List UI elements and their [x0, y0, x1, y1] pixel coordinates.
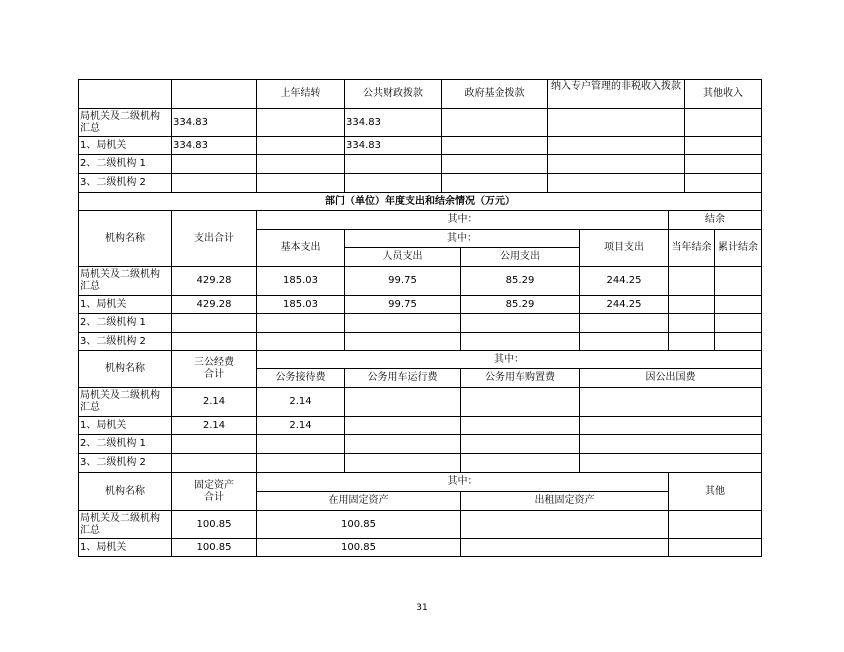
- income-row-1-govfund: [441, 108, 547, 136]
- assets-row-2-rented: [460, 538, 668, 556]
- three-public-row-1-total: 2.14: [171, 387, 256, 416]
- expense-header-org: 机构名称: [78, 210, 171, 266]
- income-row-3-name: 2、二级机构 1: [78, 154, 171, 173]
- assets-header-org: 机构名称: [78, 472, 171, 510]
- three-public-row-2-abroad: [579, 416, 761, 434]
- three-public-row-1-reception: 2.14: [256, 387, 344, 416]
- income-row-1-other: [684, 108, 761, 136]
- assets-row-2-other: [668, 538, 761, 556]
- three-public-row-1-vehicle-buy: [460, 387, 579, 416]
- three-public-row-4-abroad: [579, 453, 761, 472]
- expense-row-2-name: 1、局机关: [78, 295, 171, 313]
- expense-row-2-total: 429.28: [171, 295, 256, 313]
- table-bottom-border: [78, 556, 762, 557]
- expense-row-4-project: [579, 332, 668, 350]
- income-row-3-carryover: [256, 154, 344, 173]
- expense-row-3-basic: [256, 313, 344, 332]
- income-header-blank-1: [78, 79, 171, 108]
- expense-row-4-total: [171, 332, 256, 350]
- expense-row-4-year-surplus: [668, 332, 714, 350]
- expense-row-3-year-surplus: [668, 313, 714, 332]
- three-public-row-4-vehicle-buy: [460, 453, 579, 472]
- income-header-gov-fund: 政府基金拨款: [441, 79, 547, 108]
- three-public-row-2-reception: 2.14: [256, 416, 344, 434]
- expense-row-1-project: 244.25: [579, 266, 668, 295]
- assets-row-2-total: 100.85: [171, 538, 256, 556]
- income-row-4-name: 3、二级机构 2: [78, 173, 171, 192]
- income-row-4-other: [684, 173, 761, 192]
- income-row-4-total: [171, 173, 256, 192]
- income-row-4-public: [344, 173, 441, 192]
- income-row-2-name: 1、局机关: [78, 136, 171, 154]
- expense-row-4-name: 3、二级机构 2: [78, 332, 171, 350]
- income-header-carryover: 上年结转: [256, 79, 344, 108]
- expense-row-4-cum-surplus: [714, 332, 761, 350]
- income-row-2-govfund: [441, 136, 547, 154]
- assets-header-other: 其他: [668, 472, 761, 510]
- three-public-row-3-abroad: [579, 434, 761, 453]
- three-public-header-vehicle-run: 公务用车运行费: [344, 368, 460, 387]
- expense-row-1-public-use: 85.29: [460, 266, 579, 295]
- expense-row-2-year-surplus: [668, 295, 714, 313]
- assets-row-2-in-use: 100.85: [256, 538, 460, 556]
- assets-header-in-use: 在用固定资产: [256, 491, 460, 510]
- income-row-1-nontax: [547, 108, 684, 136]
- assets-header-total: 固定资产合计: [171, 472, 256, 510]
- three-public-row-3-name: 2、二级机构 1: [78, 434, 171, 453]
- income-row-1-name: 局机关及二级机构汇总: [78, 108, 171, 136]
- expense-header-cum-surplus: 累计结余: [714, 229, 761, 266]
- page-number: 31: [416, 603, 428, 613]
- expense-row-4-personnel: [344, 332, 460, 350]
- expense-row-1-name: 局机关及二级机构汇总: [78, 266, 171, 295]
- three-public-header-org: 机构名称: [78, 350, 171, 387]
- expense-row-3-name: 2、二级机构 1: [78, 313, 171, 332]
- income-row-2-other: [684, 136, 761, 154]
- expense-row-3-cum-surplus: [714, 313, 761, 332]
- income-row-2-carryover: [256, 136, 344, 154]
- income-header-other: 其他收入: [684, 79, 761, 108]
- three-public-row-1-abroad: [579, 387, 761, 416]
- three-public-row-2-vehicle-run: [344, 416, 460, 434]
- income-row-3-public: [344, 154, 441, 173]
- income-row-2-nontax: [547, 136, 684, 154]
- three-public-row-1-vehicle-run: [344, 387, 460, 416]
- income-row-4-carryover: [256, 173, 344, 192]
- three-public-row-2-vehicle-buy: [460, 416, 579, 434]
- income-row-1-public: 334.83: [344, 108, 441, 136]
- income-row-1-carryover: [256, 108, 344, 136]
- income-row-3-nontax: [547, 154, 684, 173]
- three-public-header-total: 三公经费合计: [171, 350, 256, 387]
- assets-row-2-name: 1、局机关: [78, 538, 171, 556]
- expense-header-basic: 基本支出: [256, 229, 344, 266]
- expense-header-personnel: 人员支出: [344, 247, 460, 266]
- expense-header-of-which-2: 其中：: [344, 229, 579, 247]
- three-public-row-4-reception: [256, 453, 344, 472]
- income-row-2-total: 334.83: [171, 136, 256, 154]
- expense-header-year-surplus: 当年结余: [668, 229, 714, 266]
- expense-header-of-which: 其中：: [256, 210, 668, 229]
- table-right-border: [761, 79, 762, 557]
- three-public-row-2-total: 2.14: [171, 416, 256, 434]
- income-row-2-public: 334.83: [344, 136, 441, 154]
- expense-row-2-basic: 185.03: [256, 295, 344, 313]
- assets-row-1-other: [668, 510, 761, 538]
- expense-row-1-total: 429.28: [171, 266, 256, 295]
- income-header-nontax: 纳入专户管理的非税收入拨款: [547, 79, 684, 108]
- expense-row-2-project: 244.25: [579, 295, 668, 313]
- three-public-row-3-vehicle-run: [344, 434, 460, 453]
- income-header-blank-2: [171, 79, 256, 108]
- three-public-row-3-reception: [256, 434, 344, 453]
- income-row-3-govfund: [441, 154, 547, 173]
- three-public-row-3-total: [171, 434, 256, 453]
- expense-row-1-cum-surplus: [714, 266, 761, 295]
- expense-table-title: 部门（单位）年度支出和结余情况（万元）: [78, 192, 761, 210]
- expense-row-2-personnel: 99.75: [344, 295, 460, 313]
- assets-row-1-rented: [460, 510, 668, 538]
- expense-header-total: 支出合计: [171, 210, 256, 266]
- assets-row-1-total: 100.85: [171, 510, 256, 538]
- three-public-row-4-name: 3、二级机构 2: [78, 453, 171, 472]
- expense-row-2-cum-surplus: [714, 295, 761, 313]
- income-header-public-finance: 公共财政拨款: [344, 79, 441, 108]
- income-row-3-other: [684, 154, 761, 173]
- assets-header-of-which: 其中：: [256, 472, 668, 491]
- expense-header-public-use: 公用支出: [460, 247, 579, 266]
- income-row-4-nontax: [547, 173, 684, 192]
- expense-row-3-public-use: [460, 313, 579, 332]
- three-public-row-4-vehicle-run: [344, 453, 460, 472]
- expense-row-3-total: [171, 313, 256, 332]
- expense-row-1-year-surplus: [668, 266, 714, 295]
- expense-row-3-project: [579, 313, 668, 332]
- expense-row-2-public-use: 85.29: [460, 295, 579, 313]
- expense-row-4-public-use: [460, 332, 579, 350]
- income-row-1-total: 334.83: [171, 108, 256, 136]
- three-public-row-2-name: 1、局机关: [78, 416, 171, 434]
- assets-row-1-name: 局机关及二级机构汇总: [78, 510, 171, 538]
- income-row-4-govfund: [441, 173, 547, 192]
- three-public-row-4-total: [171, 453, 256, 472]
- expense-header-project: 项目支出: [579, 229, 668, 266]
- three-public-header-abroad: 因公出国费: [579, 368, 761, 387]
- three-public-row-3-vehicle-buy: [460, 434, 579, 453]
- assets-header-rented: 出租固定资产: [460, 491, 668, 510]
- expense-header-surplus: 结余: [668, 210, 761, 229]
- expense-row-3-personnel: [344, 313, 460, 332]
- three-public-row-1-name: 局机关及二级机构汇总: [78, 387, 171, 416]
- expense-row-1-personnel: 99.75: [344, 266, 460, 295]
- expense-row-1-basic: 185.03: [256, 266, 344, 295]
- three-public-header-reception: 公务接待费: [256, 368, 344, 387]
- three-public-header-vehicle-buy: 公务用车购置费: [460, 368, 579, 387]
- expense-row-4-basic: [256, 332, 344, 350]
- three-public-header-of-which: 其中：: [256, 350, 761, 368]
- assets-row-1-in-use: 100.85: [256, 510, 460, 538]
- income-row-3-total: [171, 154, 256, 173]
